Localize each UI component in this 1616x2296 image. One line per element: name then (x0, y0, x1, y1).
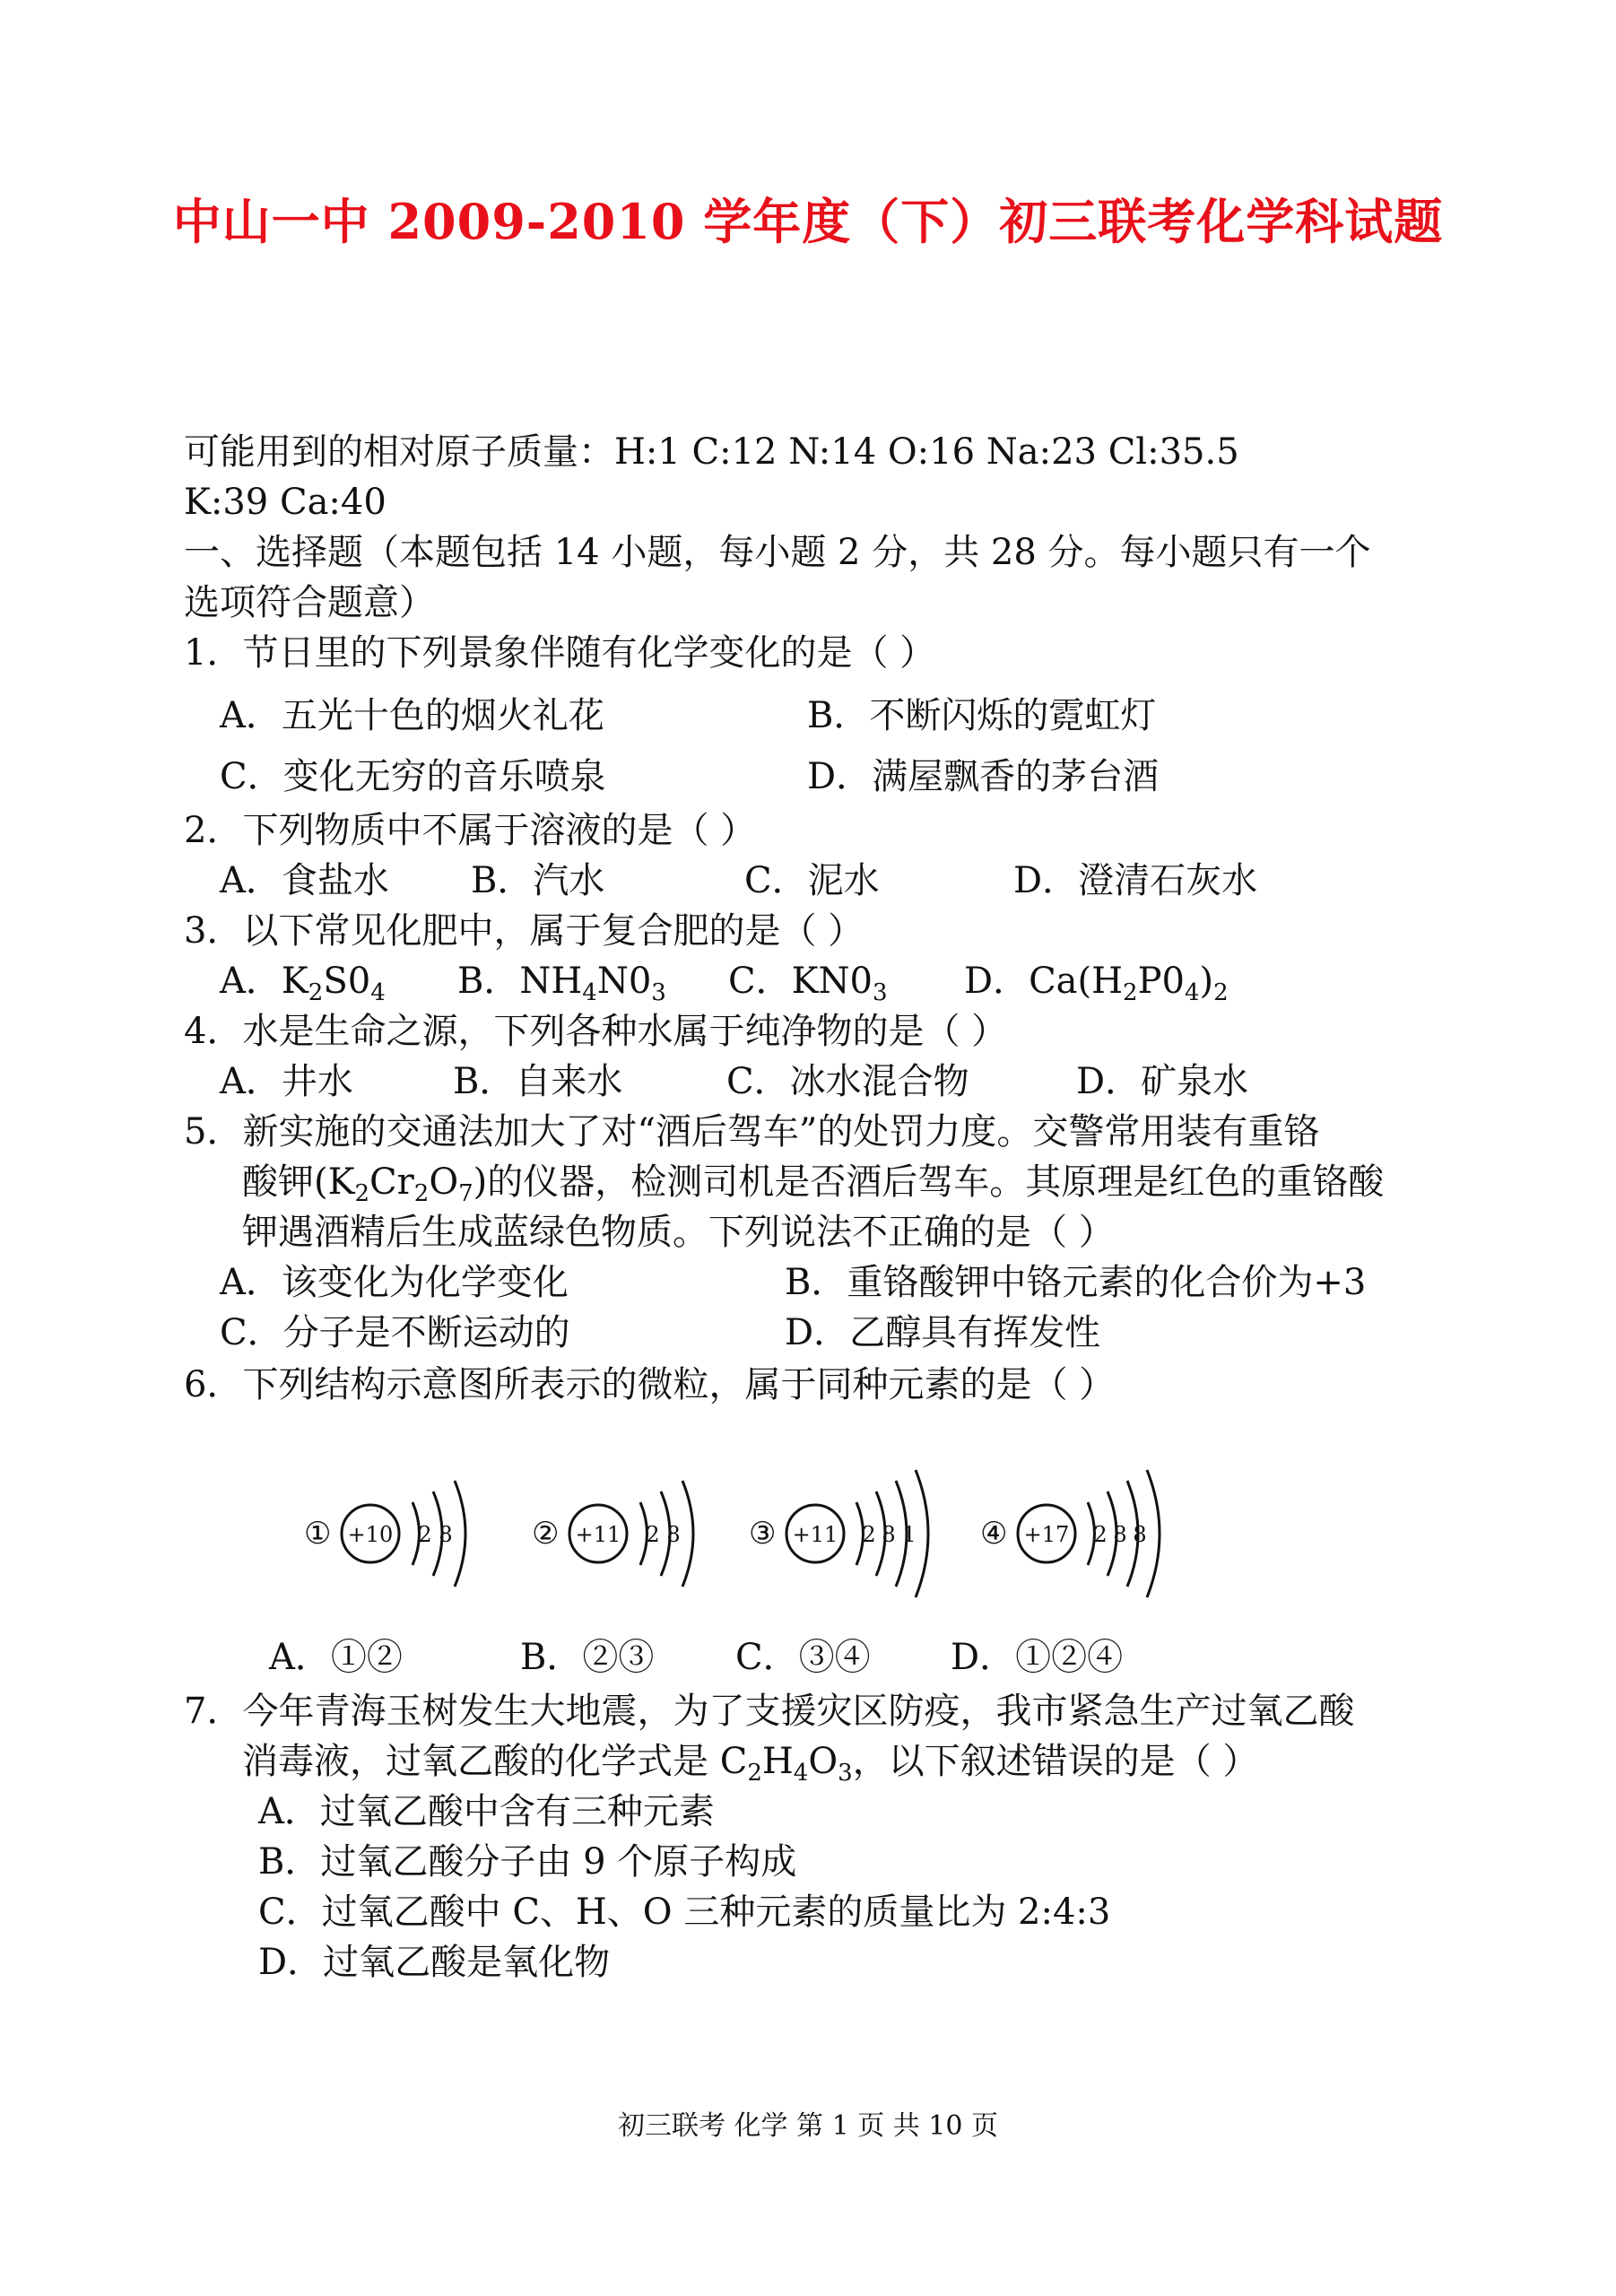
q1-option-a: A．五光十色的烟火礼花 (220, 695, 604, 736)
atom-3-shell-2: 8 (882, 1522, 896, 1547)
atom-1-label: ① (304, 1516, 332, 1552)
q4-option-a: A．井水 (220, 1061, 353, 1102)
q6-option-b: B．②③ (520, 1637, 655, 1678)
q7-line2: 消毒液，过氧乙酸的化学式是 $C_2H_4O_3$，以下叙述错误的是（ ） (242, 1741, 1259, 1787)
q5-option-c: C．分子是不断运动的 (220, 1312, 570, 1353)
q3-option-b: B．$NH_4N0_3$ (457, 961, 666, 1006)
q7-option-d: D．过氧乙酸是氧化物 (258, 1942, 611, 1983)
atomic-masses-line1: 可能用到的相对原子质量：H:1 C:12 N:14 O:16 Na:23 Cl:35.5 (184, 431, 1239, 473)
q6-option-a: A．①② (269, 1637, 403, 1678)
q3-option-d: D．$Ca(H_2P0_4)_2$ (964, 961, 1229, 1006)
atom-2-shell-1: 2 (646, 1522, 660, 1547)
q2-option-c: C．泥水 (744, 860, 880, 901)
q4-option-b: B．自来水 (453, 1061, 623, 1102)
section1-heading-line2: 选项符合题意） (184, 582, 435, 623)
q5-option-b: B．重铬酸钾中铬元素的化合价为+3 (785, 1262, 1367, 1303)
atom-3-label: ③ (749, 1516, 777, 1552)
atom-4-shell-1: 2 (1093, 1522, 1108, 1547)
atomic-masses-line2: K:39 Ca:40 (184, 482, 387, 523)
q4-option-d: D．矿泉水 (1076, 1061, 1249, 1102)
q2-option-a: A．食盐水 (220, 860, 389, 901)
atom-2-shell-2: 8 (666, 1522, 681, 1547)
q4-stem: 4．水是生命之源，下列各种水属于纯净物的是（ ） (184, 1011, 1008, 1052)
exam-title: 中山一中 2009-2010 学年度（下）初三联考化学科试题 (172, 193, 1444, 250)
atom-3-shell-1: 2 (862, 1522, 876, 1547)
atom-4-nucleus: +17 (1023, 1522, 1070, 1547)
q3-option-a: A．$K_2S0_4$ (220, 961, 386, 1006)
q1-option-c: C．变化无穷的音乐喷泉 (220, 756, 606, 797)
q2-option-d: D．澄清石灰水 (1013, 860, 1258, 901)
atom-4-shell-2: 8 (1113, 1522, 1127, 1547)
atom-2-nucleus: +11 (575, 1522, 621, 1547)
q4-option-c: C．冰水混合物 (726, 1061, 969, 1102)
atom-4-shell-3: 8 (1133, 1522, 1147, 1547)
q1-stem: 1．节日里的下列景象伴随有化学变化的是（ ） (184, 632, 936, 674)
q7-option-c: C．过氧乙酸中 C、H、O 三种元素的质量比为 2:4:3 (258, 1892, 1111, 1933)
q1-option-d: D．满屋飘香的茅台酒 (807, 756, 1160, 797)
page-footer: 初三联考 化学 第 1 页 共 10 页 (617, 2110, 998, 2142)
atom-1-shell-1: 2 (418, 1522, 432, 1547)
q5-option-a: A．该变化为化学变化 (220, 1262, 569, 1303)
q3-stem: 3．以下常见化肥中，属于复合肥的是（ ） (184, 910, 864, 952)
section1-heading-line1: 一、选择题（本题包括 14 小题，每小题 2 分，共 28 分。每小题只有一个 (184, 532, 1371, 573)
q5-line2: 酸钾$(K_2Cr_2O_7)$的仪器，检测司机是否酒后驾车。其原理是红色的重铬酸 (242, 1161, 1385, 1207)
atom-3-nucleus: +11 (792, 1522, 838, 1547)
q7-option-a: A．过氧乙酸中含有三种元素 (258, 1791, 715, 1832)
q6-stem: 6．下列结构示意图所表示的微粒，属于同种元素的是（ ） (184, 1364, 1116, 1405)
atom-4-label: ④ (980, 1516, 1008, 1552)
q1-option-b: B．不断闪烁的霓虹灯 (807, 695, 1157, 736)
atom-1-nucleus: +10 (347, 1522, 394, 1547)
atom-structure-diagrams (300, 1457, 1179, 1619)
q7-line1: 7．今年青海玉树发生大地震，为了支援灾区防疫，我市紧急生产过氧乙酸 (184, 1691, 1355, 1732)
atom-1-shell-2: 8 (439, 1522, 453, 1547)
q5-line1: 5．新实施的交通法加大了对“酒后驾车”的处罚力度。交警常用装有重铬 (184, 1111, 1320, 1152)
atom-3-shell-3: 1 (902, 1522, 917, 1547)
q7-option-b: B．过氧乙酸分子由 9 个原子构成 (258, 1841, 797, 1883)
atom-2-label: ② (532, 1516, 560, 1552)
q5-line3: 钾遇酒精后生成蓝绿色物质。下列说法不正确的是（ ） (242, 1212, 1115, 1253)
q6-option-c: C．③④ (735, 1637, 871, 1678)
q6-option-d: D．①②④ (951, 1637, 1124, 1678)
q5-option-d: D．乙醇具有挥发性 (785, 1312, 1101, 1353)
q2-stem: 2．下列物质中不属于溶液的是（ ） (184, 810, 757, 851)
q2-option-b: B．汽水 (471, 860, 605, 901)
q3-option-c: C．$KN0_3$ (728, 961, 888, 1006)
